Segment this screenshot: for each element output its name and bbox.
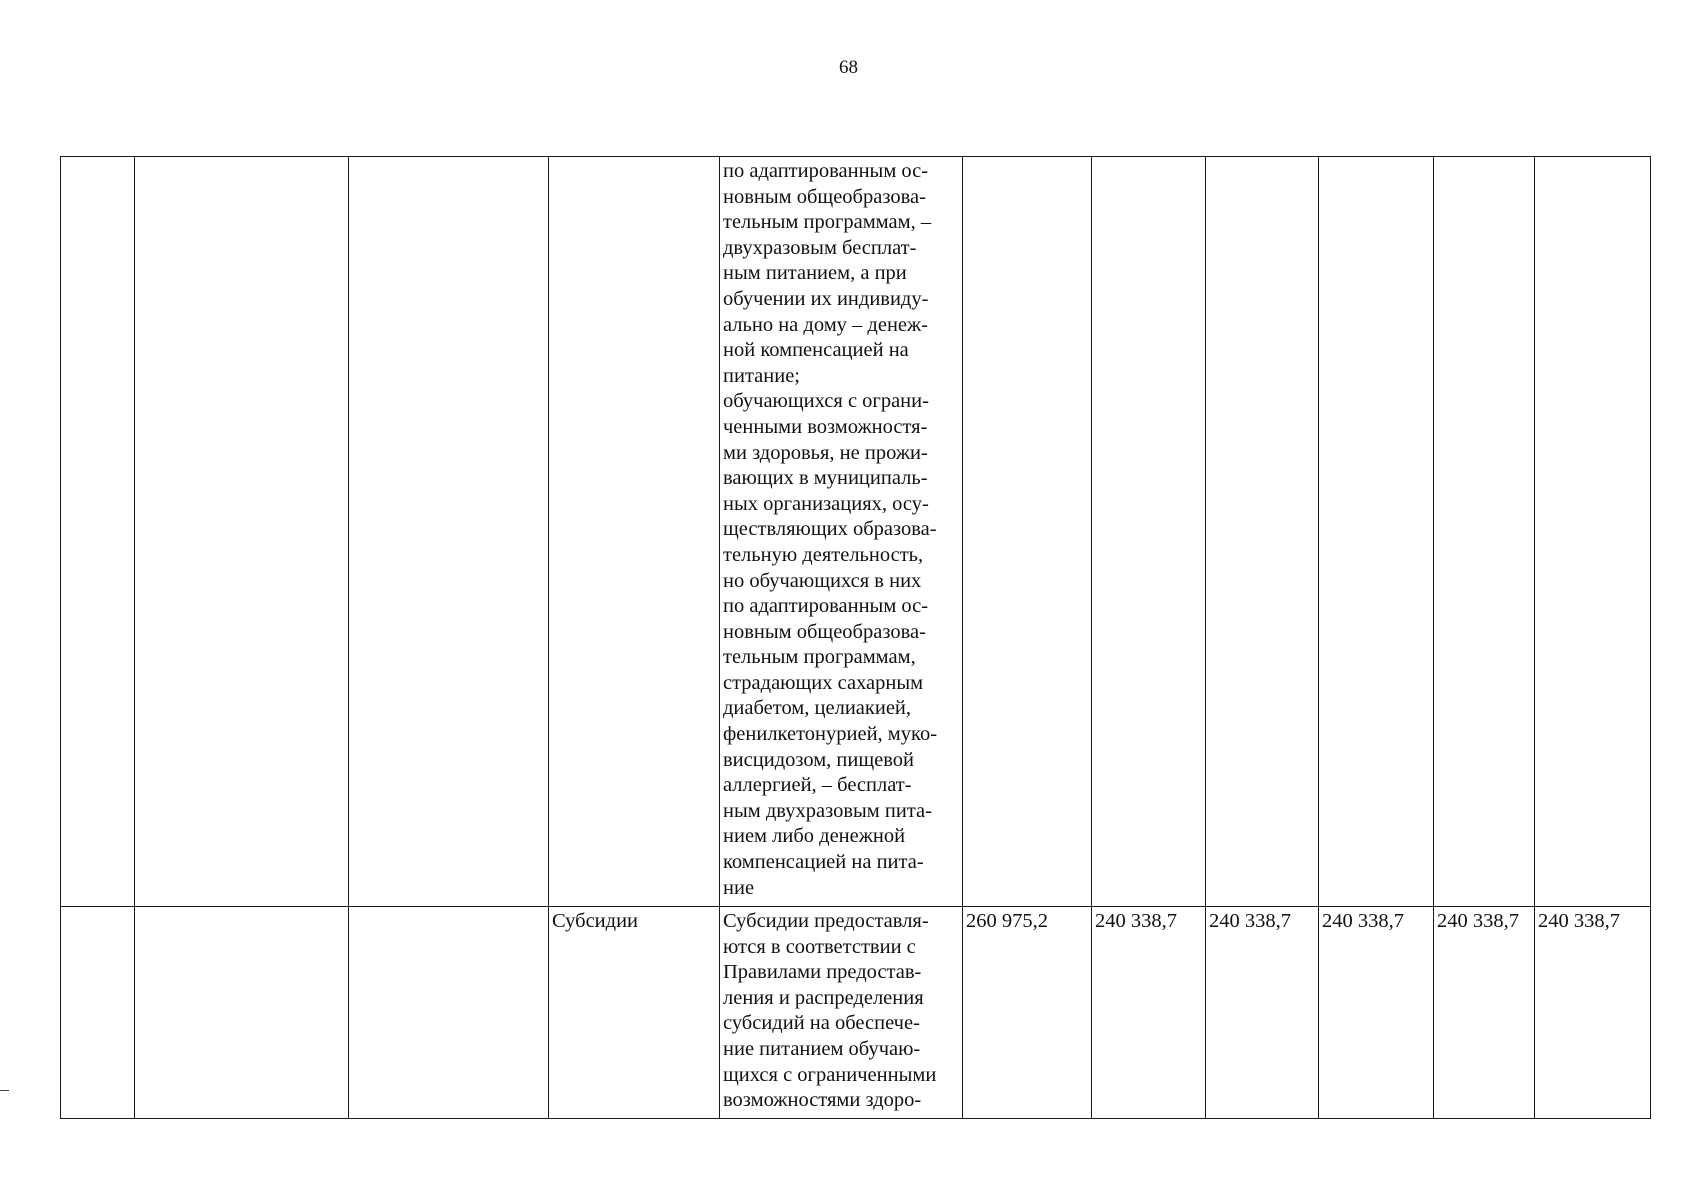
- amount-cell: 240 338,7: [1434, 907, 1535, 1119]
- description-cell: Субсидии предоставля- ются в соответствии с Правилами предостав- ления и распределения субсидий на обеспече- ние питанием обучаю- щихся с ограниченными возможностями здоро-: [720, 907, 963, 1119]
- budget-table: [60, 156, 1651, 1119]
- amount-cell: 240 338,7: [1535, 907, 1651, 1119]
- table-row: [61, 907, 1651, 1119]
- amount-cell: 240 338,7: [1319, 907, 1434, 1119]
- amount-cell: [1092, 157, 1206, 907]
- description-cell: по адаптированным ос- новным общеобразова- тельным программам, – двухразовым бесплат- ным питанием, а при обучении их индивиду- ально на дому – денеж- ной компенсацией на питание; обучающихся с ограни- ченными возможностя- ми здоровья, не прожи- вающих в муниципаль- ных организациях, осу- ществляющих образова- тельную деятельность, но обучающихся в них по адаптированным ос- новным общеобразова- тельным программам, страдающих сахарным диабетом, целиакией, фенилкетонурией, муко- висцидозом, пищевой аллергией, – бесплат- ным двухразовым пита- нием либо денежной компенсацией на пита- ние: [720, 157, 963, 907]
- amount-cell: [1434, 157, 1535, 907]
- amount-cell: [1206, 157, 1319, 907]
- row-number-cell: [61, 907, 135, 1119]
- page-number: 68: [839, 57, 858, 78]
- funding-type-cell: [549, 157, 720, 907]
- row-number-cell: [61, 157, 135, 907]
- amount-cell: 240 338,7: [1206, 907, 1319, 1119]
- amount-cell: [963, 157, 1092, 907]
- funding-type-cell: Субсидии: [549, 907, 720, 1119]
- amount-cell: 260 975,2: [963, 907, 1092, 1119]
- program-name-cell: [135, 157, 349, 907]
- table-row: [61, 157, 1651, 907]
- executor-cell: [349, 907, 549, 1119]
- scan-margin-mark: [0, 1090, 9, 1091]
- program-name-cell: [135, 907, 349, 1119]
- executor-cell: [349, 157, 549, 907]
- amount-cell: 240 338,7: [1092, 907, 1206, 1119]
- amount-cell: [1319, 157, 1434, 907]
- amount-cell: [1535, 157, 1651, 907]
